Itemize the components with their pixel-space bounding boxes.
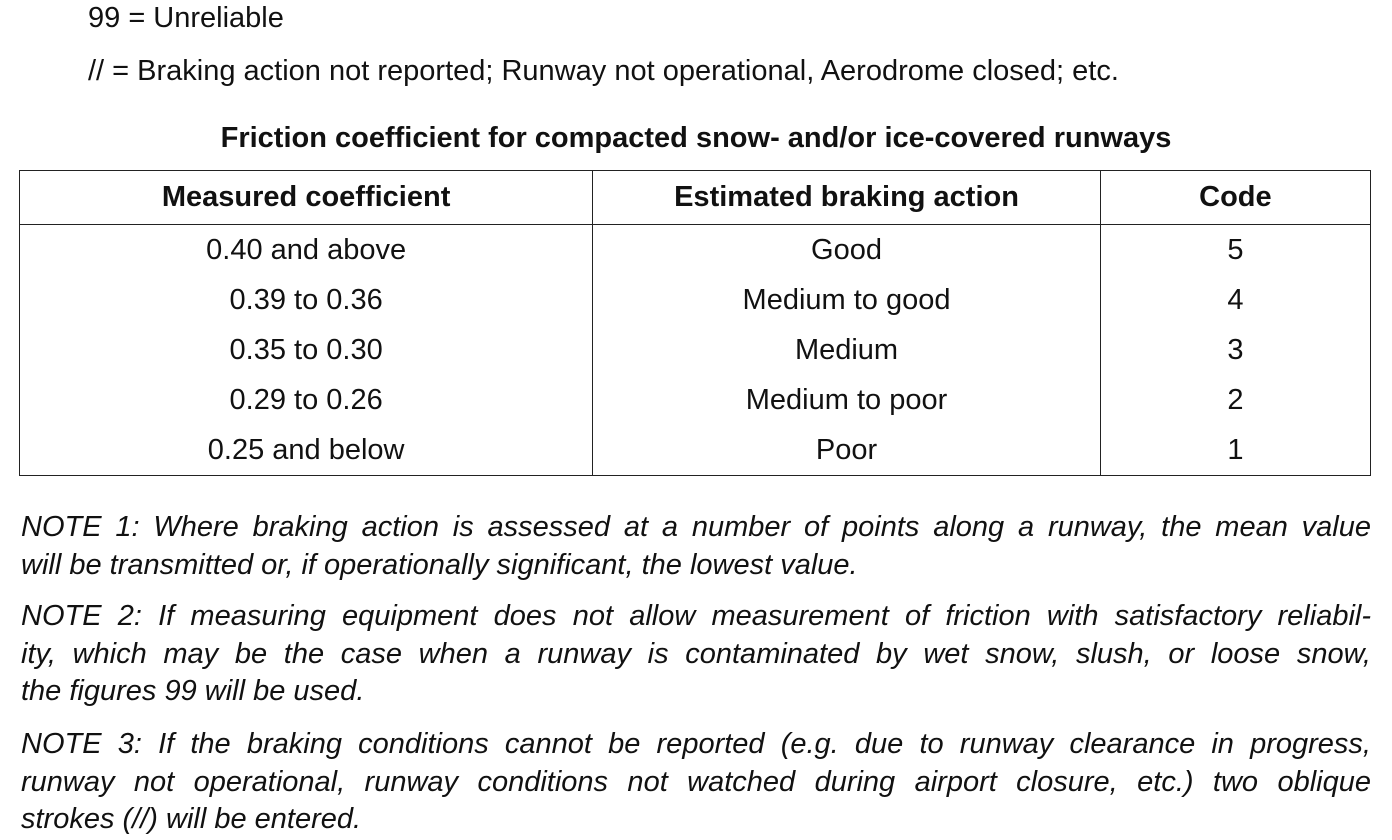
note-1 — [21, 509, 1371, 584]
table-title: Friction coefficient for compacted snow- and/or ice-covered runways — [220, 122, 1172, 154]
table-row — [20, 375, 1371, 425]
cell-estimated: Medium — [593, 325, 1101, 375]
table-row — [20, 275, 1371, 325]
table-row — [20, 325, 1371, 375]
cell-code: 3 — [1100, 325, 1370, 375]
header-estimated-braking-action: Estimated braking action — [593, 171, 1101, 225]
legend-unreliable: 99 = Unreliable — [88, 2, 284, 34]
legend-not-reported: // = Braking action not reported; Runway not operational, Aerodrome closed; etc. — [88, 55, 1119, 87]
cell-measured: 0.25 and below — [207, 433, 405, 466]
cell-measured: 0.39 to 0.36 — [229, 283, 383, 316]
cell-estimated: Medium to poor — [593, 375, 1101, 425]
cell-code: 5 — [1100, 225, 1370, 276]
cell-code: 1 — [1100, 425, 1370, 476]
header-measured-coefficient: Measured coefficient — [20, 171, 593, 225]
note-3-line: NOTE 3: If the braking conditions cannot be reported (e.g. due to runway clearance in progress, — [21, 728, 1371, 760]
cell-code: 4 — [1100, 275, 1370, 325]
note-3-line: strokes (//) will be entered. — [21, 803, 362, 835]
cell-estimated: Medium to good — [593, 275, 1101, 325]
friction-table — [19, 170, 1371, 476]
header-code: Code — [1100, 171, 1370, 225]
note-2-line: the figures 99 will be used. — [21, 675, 365, 707]
cell-measured: 0.35 to 0.30 — [229, 333, 383, 366]
cell-code: 2 — [1100, 375, 1370, 425]
note-3-line: runway not operational, runway conditions not watched during airport closure, etc.) two oblique — [21, 765, 1371, 798]
note-1-line: NOTE 1: Where braking action is assessed at a number of points along a runway, the mean value — [21, 511, 1371, 543]
table-row — [20, 225, 1371, 276]
cell-measured: 0.40 and above — [206, 233, 407, 266]
cell-estimated: Good — [593, 225, 1101, 276]
note-2-line: NOTE 2: If measuring equipment does not allow measurement of friction with satisfactory reliabil- — [21, 600, 1371, 632]
table-header-row — [20, 171, 1371, 225]
note-2 — [21, 598, 1371, 711]
table-row — [20, 425, 1371, 476]
note-3 — [21, 726, 1371, 839]
cell-estimated: Poor — [593, 425, 1101, 476]
note-2-line: ity, which may be the case when a runway is contaminated by wet snow, slush, or loose snow, — [21, 637, 1371, 670]
note-1-line: will be transmitted or, if operationally significant, the lowest value. — [21, 548, 858, 581]
cell-measured: 0.29 to 0.26 — [229, 383, 383, 416]
